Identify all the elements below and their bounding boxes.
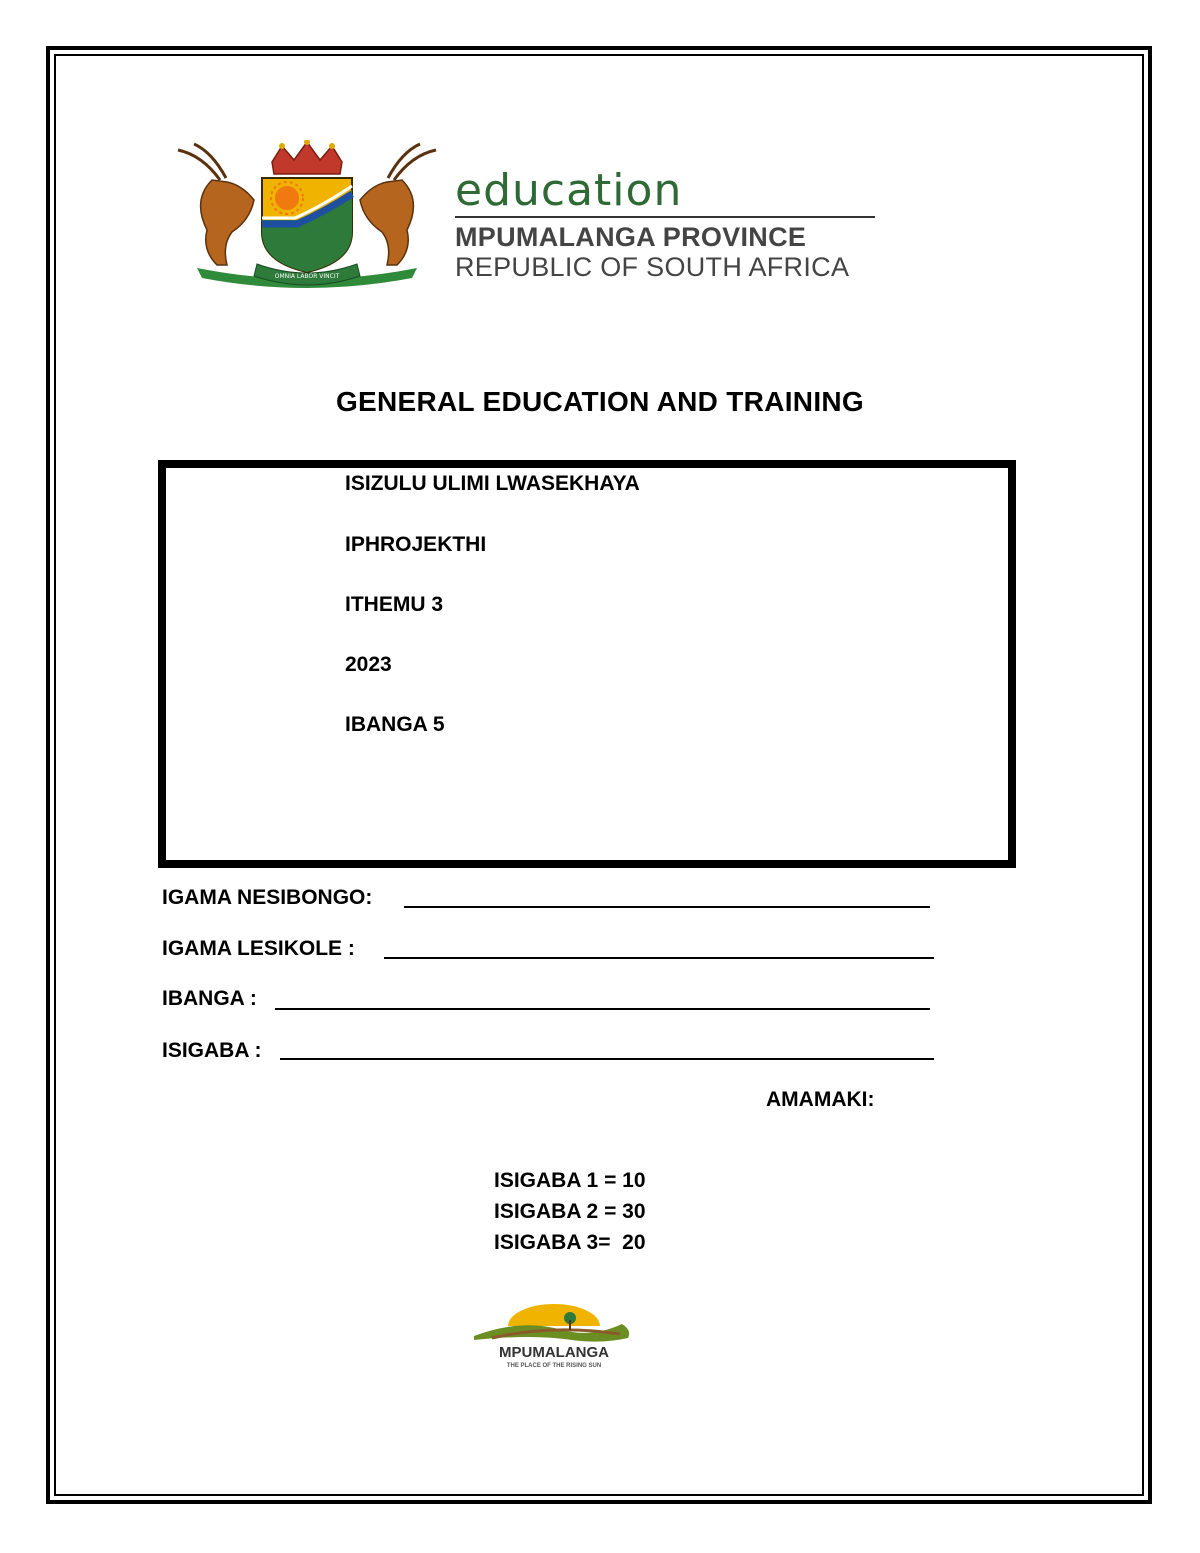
class-field[interactable]	[280, 1058, 934, 1060]
term-line: ITHEMU 3	[345, 593, 444, 616]
marks-label: AMAMAKI:	[766, 1088, 875, 1111]
education-brand	[455, 165, 875, 282]
section-2-marks: ISIGABA 2 = 30	[494, 1200, 646, 1223]
footer-logo-name: MPUMALANGA	[499, 1344, 609, 1361]
country-name: REPUBLIC OF SOUTH AFRICA	[455, 252, 850, 282]
info-box	[158, 460, 1016, 868]
mpumalanga-logo	[472, 1300, 636, 1372]
grade-line: IBANGA 5	[345, 713, 445, 736]
crest-motto: OMNIA LABOR VINCIT	[274, 273, 340, 280]
grade-field[interactable]	[275, 1008, 930, 1010]
document-title: GENERAL EDUCATION AND TRAINING	[335, 386, 865, 417]
task-line: IPHROJEKTHI	[345, 533, 487, 556]
name-field[interactable]	[404, 906, 930, 908]
year-line: 2023	[345, 653, 392, 676]
brand-word: education	[455, 165, 683, 216]
brand-divider	[455, 216, 875, 218]
footer-logo-tagline: THE PLACE OF THE RISING SUN	[506, 1363, 602, 1369]
school-field[interactable]	[384, 957, 934, 959]
province-name: MPUMALANGA PROVINCE	[455, 222, 807, 252]
coat-of-arms-logo	[172, 140, 442, 290]
grade-label: IBANGA :	[162, 987, 257, 1010]
section-3-marks: ISIGABA 3= 20	[494, 1231, 646, 1254]
name-label: IGAMA NESIBONGO:	[162, 886, 373, 909]
class-label: ISIGABA :	[162, 1039, 262, 1062]
school-label: IGAMA LESIKOLE :	[162, 937, 355, 960]
subject-line: ISIZULU ULIMI LWASEKHAYA	[345, 472, 640, 495]
section-1-marks: ISIGABA 1 = 10	[494, 1169, 646, 1192]
